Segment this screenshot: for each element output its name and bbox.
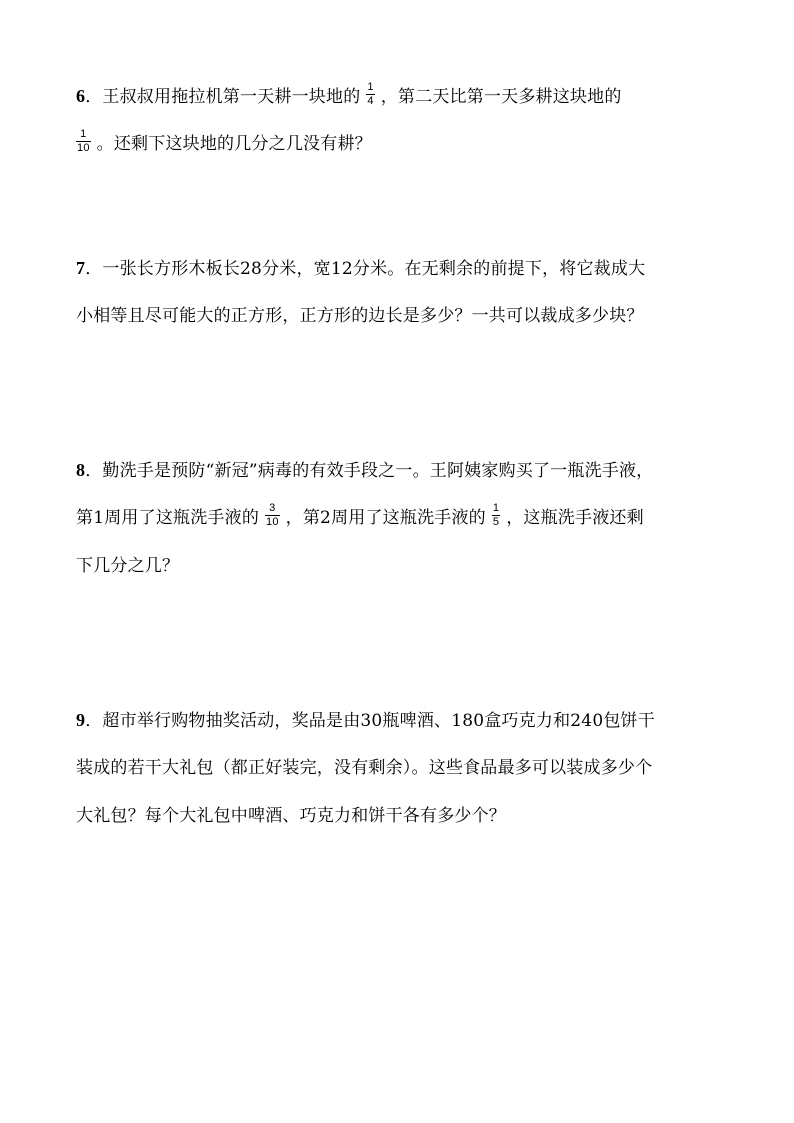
- number-dot: ．: [85, 87, 103, 107]
- problem-number: 8: [76, 460, 86, 480]
- fraction-numerator: 1: [76, 128, 91, 142]
- problem-text: ，这瓶洗手液还剩: [506, 508, 644, 528]
- fraction-denominator: 10: [77, 142, 90, 154]
- problem-text: 勤洗手是预防“新冠”病毒的有效手段之一。王阿姨家购买了一瓶洗手液，: [102, 461, 654, 481]
- problem-9: [76, 696, 726, 840]
- problem-text: 下几分之几？: [76, 556, 180, 576]
- fraction: [76, 128, 91, 155]
- number-dot: ．: [85, 259, 103, 279]
- problem-text: 超市举行购物抽奖活动，奖品是由30瓶啤酒、180盒巧克力和240包饼干: [102, 711, 655, 731]
- problem-8-line-3: [76, 542, 726, 590]
- fraction-numerator: 3: [265, 502, 280, 516]
- problem-text: 装成的若干大礼包（都正好装完，没有剩余）。这些食品最多可以装成多少个: [76, 758, 653, 778]
- fraction: [492, 502, 500, 529]
- problem-7-line-2: [76, 292, 726, 340]
- fraction-denominator: 5: [492, 516, 500, 528]
- problem-9-line-2: [76, 744, 726, 792]
- problem-text: ，第二天比第一天多耕这块地的: [380, 87, 622, 107]
- problem-8-line-2: [76, 494, 726, 542]
- problem-9-line-1: [76, 696, 726, 744]
- fraction-denominator: 10: [266, 516, 279, 528]
- problem-number: 9: [76, 710, 86, 730]
- problem-text: ，第2周用了这瓶洗手液的: [285, 508, 486, 528]
- problem-9-line-3: [76, 792, 726, 840]
- problem-8: [76, 446, 726, 590]
- problem-number: 7: [76, 258, 86, 278]
- problem-6-line-1: [76, 72, 726, 120]
- fraction-numerator: 1: [367, 81, 374, 93]
- problem-number: 6: [76, 86, 86, 106]
- problem-text: 一张长方形木板长28分米，宽12分米。在无剩余的前提下，将它裁成大: [102, 259, 646, 279]
- problem-7-line-1: [76, 244, 726, 292]
- number-dot: ．: [85, 461, 103, 481]
- problem-text: 大礼包？每个大礼包中啤酒、巧克力和饼干各有多少个？: [76, 806, 506, 826]
- problem-6-line-2: [76, 120, 726, 168]
- fraction: [366, 81, 374, 108]
- number-dot: ．: [85, 711, 103, 731]
- problem-8-line-1: [76, 446, 726, 494]
- problem-text: 王叔叔用拖拉机第一天耕一块地的: [102, 87, 361, 107]
- fraction: [265, 502, 280, 529]
- fraction-denominator: 4: [367, 95, 374, 107]
- problem-6: [76, 72, 726, 168]
- fraction-numerator: 1: [492, 502, 500, 514]
- problem-text: 小相等且尽可能大的正方形，正方形的边长是多少？一共可以裁成多少块？: [76, 306, 644, 326]
- problem-7: [76, 244, 726, 340]
- problem-text: 。还剩下这块地的几分之几没有耕？: [96, 134, 372, 154]
- problem-text: 第1周用了这瓶洗手液的: [76, 508, 260, 528]
